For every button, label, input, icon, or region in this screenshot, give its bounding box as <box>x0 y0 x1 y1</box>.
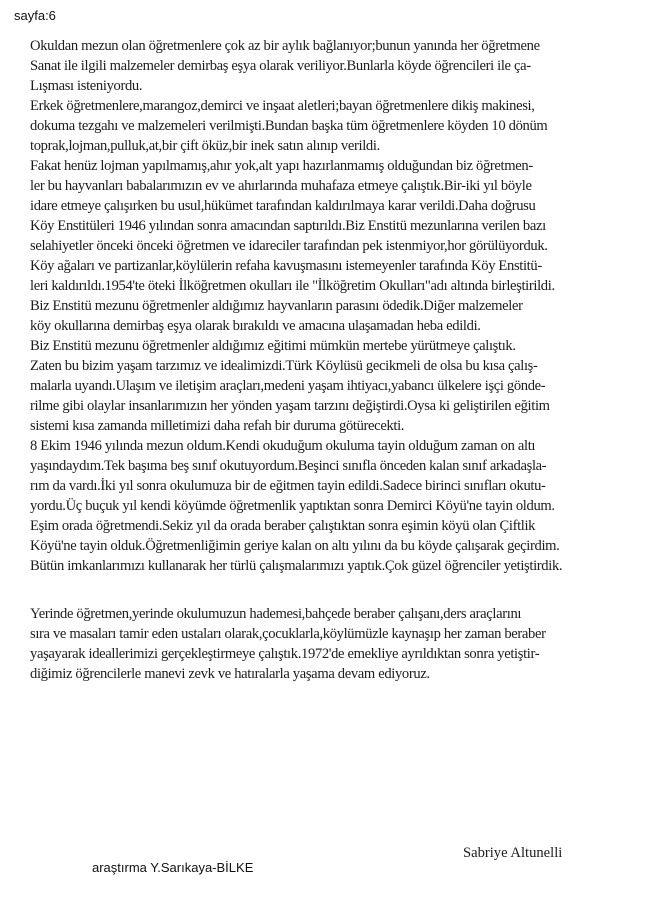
closing-line: yaşayarak ideallerimizi gerçekleştirmeye çalıştık.1972'de emekliye ayrıldıktan sonra yetiştir- <box>30 646 540 662</box>
text-line: rilme gibi olaylar insanlarımızın her yönden yaşam tarzını değiştirdi.Oysa ki geliştirilen eğitim <box>30 398 550 414</box>
text-line: Biz Enstitü mezunu öğretmenler aldığımız hayvanların parasını ödedik.Diğer malzemeler <box>30 298 523 314</box>
text-line: Fakat henüz lojman yapılmamış,ahır yok,alt yapı hazırlanmamış olduğundan biz öğretmen- <box>30 158 533 174</box>
research-credit: araştırma Y.Sarıkaya-BİLKE <box>92 860 254 875</box>
text-line: Bütün imkanlarımızı kullanarak her türlü çalışmalarımızı yaptık.Çok güzel öğrenciler yetiştirdik. <box>30 558 563 574</box>
text-line: Erkek öğretmenlere,marangoz,demirci ve inşaat aletleri;bayan öğretmenlere dikiş makinesi, <box>30 98 535 114</box>
text-line: selahiyetler önceki önceki öğretmen ve idareciler tarafından pek istenmiyor,hor görülüyorduk. <box>30 238 548 254</box>
text-line: Sanat ile ilgili malzemeler demirbaş eşya olarak veriliyor.Bunlarla köyde öğrencileri ile ça- <box>30 58 531 74</box>
text-line: rım da vardı.İki yıl sonra okulumuza bir de eğitmen tayin edildi.Sadece birinci sınıfları okutu- <box>30 478 546 494</box>
text-line: Köy Enstitüleri 1946 yılından sonra amacından saptırıldı.Biz Enstitü mezunlarına verilen bazı <box>30 218 546 234</box>
paragraph-gap <box>30 576 635 604</box>
text-line: Lışması isteniyordu. <box>30 78 143 94</box>
text-line: Biz Enstitü mezunu öğretmenler aldığımız eğitimi mümkün mertebe yürütmeye çalıştık. <box>30 338 516 354</box>
closing-line: diğimiz öğrencilerle manevi zevk ve hatıralarla yaşama devam ediyoruz. <box>30 666 430 682</box>
closing-line: sıra ve masaları tamir eden ustaları olarak,çocuklarla,köylümüzle kaynaşıp her zaman beraber <box>30 626 546 642</box>
text-line: Eşim orada öğretmendi.Sekiz yıl da orada beraber çalıştıktan sonra eşimin köyü olan Çiftlik <box>30 518 536 534</box>
text-line: toprak,lojman,pulluk,at,bir çift öküz,bir inek satın alınıp verildi. <box>30 138 380 154</box>
text-line: yaşındaydım.Tek başıma beş sınıf okutuyordum.Beşinci sınıfla önceden kalan sınıf arkadaşla- <box>30 458 547 474</box>
text-line: 8 Ekim 1946 yılında mezun oldum.Kendi okuduğum okuluma tayin olduğum zaman on altı <box>30 438 536 454</box>
text-line: Zaten bu bizim yaşam tarzımız ve idealimizdi.Türk Köylüsü gecikmeli de olsa bu kısa çalış- <box>30 358 538 374</box>
text-line: köy okullarına demirbaş eşya olarak bırakıldı ve amacına ulaşamadan heba edildi. <box>30 318 481 334</box>
closing-line: Yerinde öğretmen,yerinde okulumuzun hademesi,bahçede beraber çalışanı,ders araçlarını <box>30 606 522 622</box>
text-line: yordu.Üç buçuk yıl kendi köyümde öğretmenlik yaptıktan sonra Demirci Köyü'ne tayin oldum. <box>30 498 555 514</box>
page-number: sayfa:6 <box>14 8 56 23</box>
document-body <box>30 36 635 684</box>
text-line: Köy ağaları ve partizanlar,köylülerin refaha kavuşmasını istemeyenler tarafında Köy Enstitü- <box>30 258 542 274</box>
text-line: malarla uyandı.Ulaşım ve iletişim araçları,medeni yaşam ihtiyacı,yabancı ülkelere işçi gönde- <box>30 378 546 394</box>
text-line: idare etmeye çalışırken bu usul,hükümet tarafından kaldırılmaya karar verildi.Daha doğrusu <box>30 198 536 214</box>
text-line: sistemi kısa zamanda milletimizi daha refah bir duruma götürecekti. <box>30 418 405 434</box>
text-line: leri kaldırıldı.1954'te öteki İlköğretmen okulları ile "İlköğretim Okulları"adı altında birleştirildi. <box>30 278 555 294</box>
text-line: Köyü'ne tayin olduk.Öğretmenliğimin geriye kalan on altı yılını da bu köyde çalışarak geçirdim. <box>30 538 560 554</box>
text-line: ler bu hayvanları babalarımızın ev ve ahırlarında muhafaza etmeye çalıştık.Bir-iki yıl böyle <box>30 178 532 194</box>
text-line: dokuma tezgahı ve malzemeleri verilmişti.Bundan başka tüm öğretmenlere köyden 10 dönüm <box>30 118 548 134</box>
text-line: Okuldan mezun olan öğretmenlere çok az bir aylık bağlanıyor;bunun yanında her öğretmene <box>30 38 540 54</box>
author-signature: Sabriye Altunelli <box>463 845 563 861</box>
